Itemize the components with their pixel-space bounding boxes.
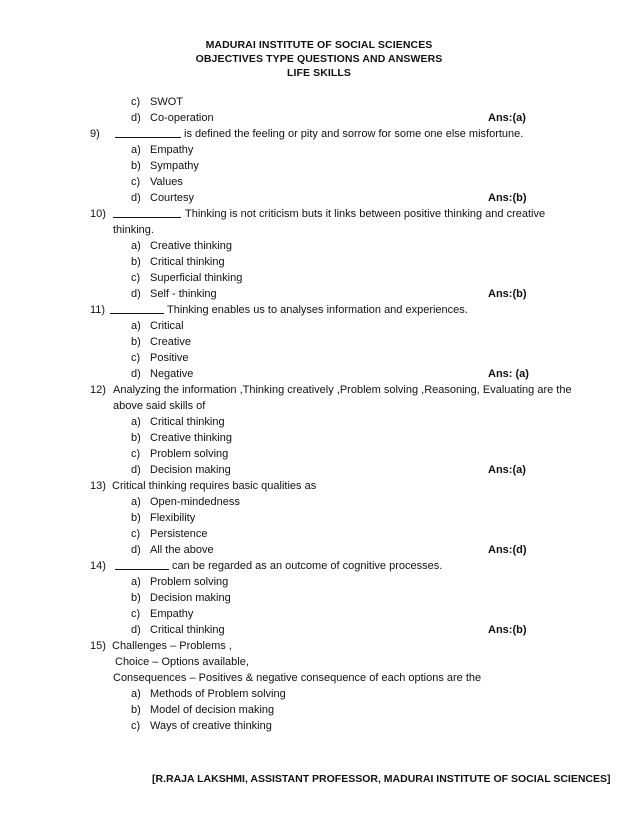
question-row bbox=[0, 206, 638, 222]
option-letter: c) bbox=[131, 448, 141, 460]
option-text: Co-operation bbox=[150, 112, 214, 124]
option-letter: c) bbox=[131, 96, 141, 108]
option-row bbox=[0, 254, 638, 270]
option-text: Creative bbox=[150, 336, 191, 348]
option-letter: d) bbox=[131, 288, 141, 300]
question-number: 9) bbox=[90, 128, 100, 140]
question-continuation bbox=[0, 670, 638, 686]
option-text: Critical thinking bbox=[150, 256, 225, 268]
option-letter: a) bbox=[131, 496, 141, 508]
option-row bbox=[0, 238, 638, 254]
question-number: 15) bbox=[90, 640, 106, 652]
option-text: Critical thinking bbox=[150, 624, 225, 636]
document-header bbox=[0, 38, 638, 80]
answer-blank bbox=[115, 126, 181, 138]
option-letter: b) bbox=[131, 256, 141, 268]
question-list bbox=[0, 94, 638, 734]
option-row bbox=[0, 606, 638, 622]
option-text: Creative thinking bbox=[150, 432, 232, 444]
answer-blank bbox=[115, 558, 169, 570]
option-text: Critical thinking bbox=[150, 416, 225, 428]
question-continuation bbox=[0, 654, 638, 670]
option-letter: a) bbox=[131, 416, 141, 428]
document-subtitle: OBJECTIVES TYPE QUESTIONS AND ANSWERS bbox=[195, 53, 443, 65]
option-text: Positive bbox=[150, 352, 189, 364]
option-row bbox=[0, 366, 638, 382]
option-row bbox=[0, 574, 638, 590]
question-text-continued: thinking. bbox=[113, 224, 154, 236]
question-row bbox=[0, 478, 638, 494]
option-letter: d) bbox=[131, 192, 141, 204]
option-letter: a) bbox=[131, 688, 141, 700]
option-text: Methods of Problem solving bbox=[150, 688, 286, 700]
question-text: is defined the feeling or pity and sorrow for some one else misfortune. bbox=[184, 128, 524, 140]
answer-label: Ans:(a) bbox=[488, 464, 526, 476]
option-text: SWOT bbox=[150, 96, 183, 108]
question-number: 12) bbox=[90, 384, 106, 396]
option-text: Creative thinking bbox=[150, 240, 232, 252]
option-row bbox=[0, 446, 638, 462]
option-text: Empathy bbox=[150, 144, 194, 156]
question-text: Thinking is not criticism buts it links between positive thinking and creative bbox=[185, 208, 546, 220]
option-row bbox=[0, 142, 638, 158]
option-letter: b) bbox=[131, 592, 141, 604]
option-letter: c) bbox=[131, 272, 141, 284]
option-row bbox=[0, 174, 638, 190]
option-row bbox=[0, 286, 638, 302]
option-text: Decision making bbox=[150, 592, 231, 604]
option-text: Courtesy bbox=[150, 192, 195, 204]
answer-blank bbox=[110, 302, 164, 314]
option-row bbox=[0, 318, 638, 334]
option-text: Values bbox=[150, 176, 183, 188]
question-row bbox=[0, 638, 638, 654]
option-letter: d) bbox=[131, 112, 141, 124]
option-letter: c) bbox=[131, 352, 141, 364]
option-row bbox=[0, 334, 638, 350]
answer-label: Ans: (a) bbox=[488, 368, 529, 380]
option-row bbox=[0, 542, 638, 558]
document-footer: [R.RAJA LAKSHMI, ASSISTANT PROFESSOR, MADURAI INSTITUTE OF SOCIAL SCIENCES] bbox=[152, 773, 611, 785]
option-row bbox=[0, 94, 638, 110]
option-row bbox=[0, 350, 638, 366]
option-letter: c) bbox=[131, 528, 141, 540]
question-row bbox=[0, 382, 638, 398]
option-letter: b) bbox=[131, 704, 141, 716]
question-continuation bbox=[0, 222, 638, 238]
option-text: Superficial thinking bbox=[150, 272, 243, 284]
question-text: Critical thinking requires basic qualities as bbox=[112, 480, 317, 492]
option-row bbox=[0, 702, 638, 718]
option-letter: a) bbox=[131, 576, 141, 588]
answer-label: Ans:(a) bbox=[488, 112, 526, 124]
option-text: Empathy bbox=[150, 608, 194, 620]
option-letter: c) bbox=[131, 720, 141, 732]
question-row bbox=[0, 558, 638, 574]
option-letter: a) bbox=[131, 320, 141, 332]
question-text: can be regarded as an outcome of cognitive processes. bbox=[172, 560, 443, 572]
option-letter: a) bbox=[131, 144, 141, 156]
question-row bbox=[0, 126, 638, 142]
question-number: 13) bbox=[90, 480, 106, 492]
question-number: 14) bbox=[90, 560, 106, 572]
option-letter: d) bbox=[131, 464, 141, 476]
option-row bbox=[0, 494, 638, 510]
option-letter: d) bbox=[131, 544, 141, 556]
option-letter: a) bbox=[131, 240, 141, 252]
answer-label: Ans:(b) bbox=[488, 192, 527, 204]
option-row bbox=[0, 590, 638, 606]
option-letter: c) bbox=[131, 176, 141, 188]
option-text: Decision making bbox=[150, 464, 231, 476]
question-number: 10) bbox=[90, 208, 106, 220]
subject-title: LIFE SKILLS bbox=[286, 67, 352, 79]
option-text: Problem solving bbox=[150, 448, 229, 460]
option-letter: b) bbox=[131, 432, 141, 444]
option-row bbox=[0, 510, 638, 526]
question-text-continued: above said skills of bbox=[113, 400, 206, 412]
option-row bbox=[0, 526, 638, 542]
option-letter: b) bbox=[131, 160, 141, 172]
option-text: All the above bbox=[150, 544, 214, 556]
option-text: Open-mindedness bbox=[150, 496, 240, 508]
question-text: Thinking enables us to analyses information and experiences. bbox=[167, 304, 468, 316]
answer-label: Ans:(d) bbox=[488, 544, 527, 556]
option-row bbox=[0, 686, 638, 702]
option-row bbox=[0, 110, 638, 126]
option-row bbox=[0, 718, 638, 734]
question-text-continued: Consequences – Positives & negative consequence of each options are the bbox=[113, 672, 482, 684]
institute-title: MADURAI INSTITUTE OF SOCIAL SCIENCES bbox=[205, 39, 433, 51]
option-letter: d) bbox=[131, 368, 141, 380]
option-row bbox=[0, 158, 638, 174]
question-row bbox=[0, 302, 638, 318]
option-row bbox=[0, 270, 638, 286]
option-text: Persistence bbox=[150, 528, 208, 540]
option-text: Flexibility bbox=[150, 512, 196, 524]
option-row bbox=[0, 430, 638, 446]
option-row bbox=[0, 622, 638, 638]
question-text: Challenges – Problems , bbox=[112, 640, 232, 652]
option-text: Negative bbox=[150, 368, 194, 380]
option-row bbox=[0, 190, 638, 206]
answer-blank bbox=[113, 206, 181, 218]
option-letter: d) bbox=[131, 624, 141, 636]
question-number: 11) bbox=[90, 304, 106, 316]
question-continuation bbox=[0, 398, 638, 414]
option-text: Problem solving bbox=[150, 576, 229, 588]
option-letter: b) bbox=[131, 512, 141, 524]
option-row bbox=[0, 462, 638, 478]
option-text: Sympathy bbox=[150, 160, 199, 172]
option-row bbox=[0, 414, 638, 430]
option-letter: c) bbox=[131, 608, 141, 620]
question-text: Analyzing the information ,Thinking creatively ,Problem solving ,Reasoning, Evaluating are the bbox=[113, 384, 572, 396]
option-text: Critical bbox=[150, 320, 184, 332]
option-text: Model of decision making bbox=[150, 704, 275, 716]
option-text: Ways of creative thinking bbox=[150, 720, 272, 732]
question-text-continued: Choice – Options available, bbox=[115, 656, 249, 668]
option-letter: b) bbox=[131, 336, 141, 348]
answer-label: Ans:(b) bbox=[488, 624, 527, 636]
answer-label: Ans:(b) bbox=[488, 288, 527, 300]
option-text: Self - thinking bbox=[150, 288, 217, 300]
